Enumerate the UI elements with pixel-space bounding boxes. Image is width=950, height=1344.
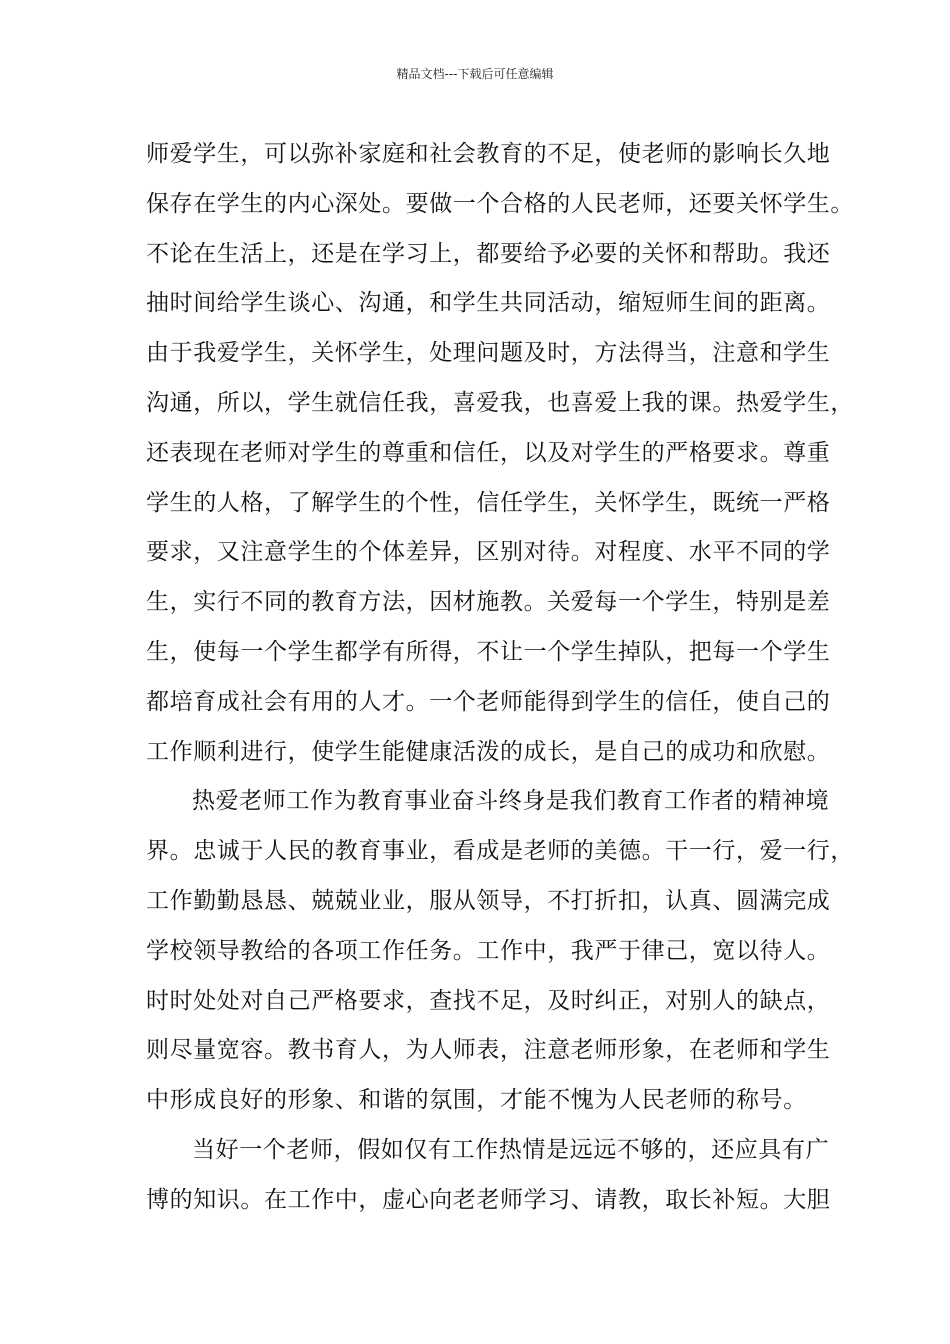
text-line: 则尽量宽容。教书育人，为人师表，注意老师形象，在老师和学生 [146, 1037, 831, 1064]
text-line: 要求，又注意学生的个体差异，区别对待。对程度、水平不同的学 [146, 539, 831, 566]
text-line: 学校领导教给的各项工作任务。工作中，我严于律己，宽以待人。 [146, 937, 831, 964]
text-line: 抽时间给学生谈心、沟通，和学生共同活动，缩短师生间的距离。 [146, 290, 831, 317]
text-line: 沟通，所以，学生就信任我，喜爱我，也喜爱上我的课。热爱学生， [146, 389, 854, 416]
text-line: 工作勤勤恳恳、兢兢业业，服从领导，不打折扣，认真、圆满完成 [146, 887, 831, 914]
text-line: 时时处处对自己严格要求，查找不足，及时纠正，对别人的缺点， [146, 987, 831, 1014]
text-line: 生，使每一个学生都学有所得，不让一个学生掉队，把每一个学生 [146, 638, 831, 665]
paragraph-start-line: 当好一个老师，假如仅有工作热情是远远不够的，还应具有广 [192, 1136, 830, 1163]
text-line: 学生的人格，了解学生的个性，信任学生，关怀学生，既统一严格 [146, 489, 831, 516]
text-line: 由于我爱学生，关怀学生，处理问题及时，方法得当，注意和学生 [146, 340, 831, 367]
text-line: 还表现在老师对学生的尊重和信任，以及对学生的严格要求。尊重 [146, 439, 831, 466]
text-line: 界。忠诚于人民的教育事业，看成是老师的美德。干一行，爱一行， [146, 838, 854, 865]
text-line: 中形成良好的形象、和谐的氛围，才能不愧为人民老师的称号。 [146, 1087, 807, 1114]
text-line: 博的知识。在工作中，虚心向老老师学习、请教，取长补短。大胆 [146, 1186, 831, 1213]
text-line: 都培育成社会有用的人才。一个老师能得到学生的信任，使自己的 [146, 688, 831, 715]
text-line: 生，实行不同的教育方法，因材施教。关爱每一个学生，特别是差 [146, 589, 831, 616]
page-header: 精品文档---下载后可任意编辑 [396, 67, 554, 81]
paragraph-start-line: 热爱老师工作为教育事业奋斗终身是我们教育工作者的精神境 [192, 788, 830, 815]
text-line: 师爱学生，可以弥补家庭和社会教育的不足，使老师的影响长久地 [146, 141, 831, 167]
document-body [146, 130, 854, 1226]
text-line: 工作顺利进行，使学生能健康活泼的成长，是自己的成功和欣慰。 [146, 738, 831, 765]
text-line: 保存在学生的内心深处。要做一个合格的人民老师，还要关怀学生。 [146, 190, 854, 217]
text-line: 不论在生活上，还是在学习上，都要给予必要的关怀和帮助。我还 [146, 240, 831, 267]
